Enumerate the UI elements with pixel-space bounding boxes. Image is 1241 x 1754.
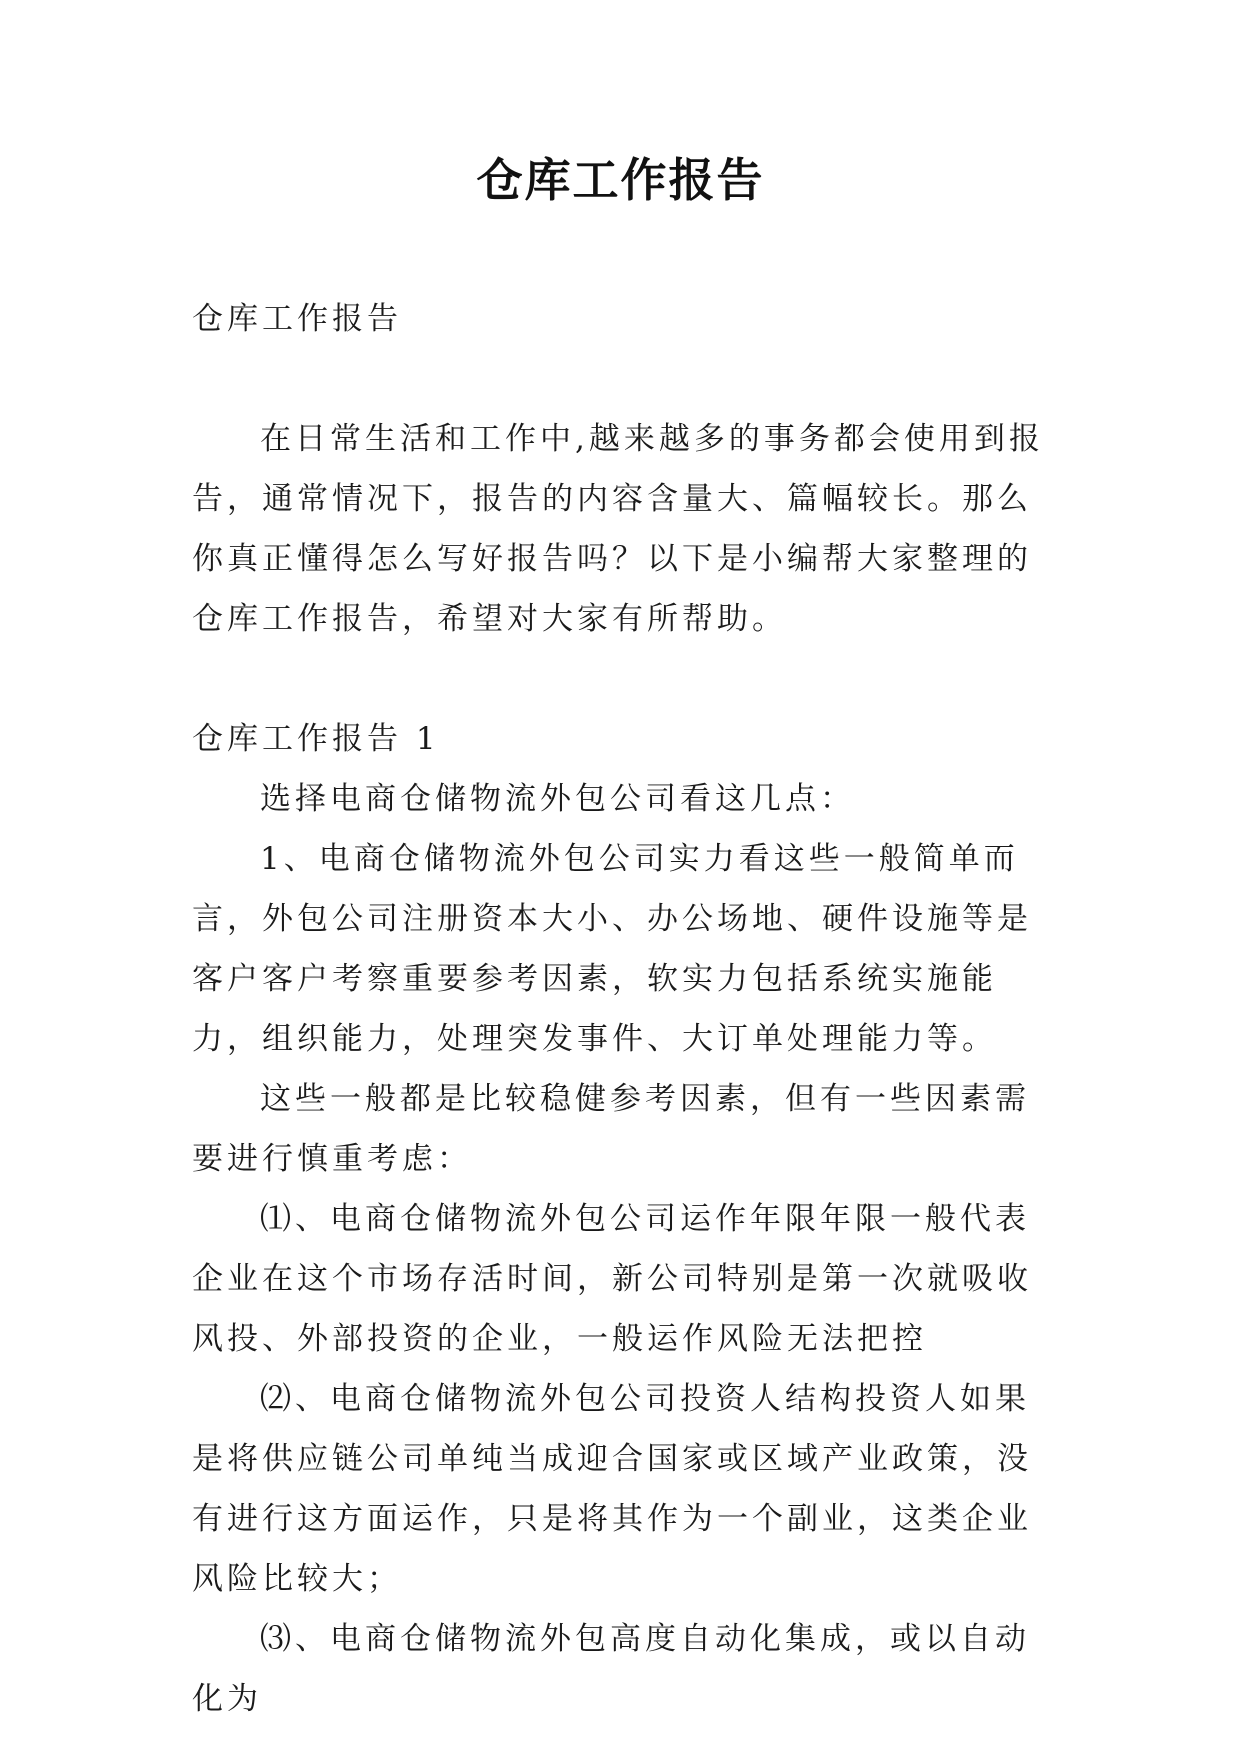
paragraph: ⑵、电商仓储物流外包公司投资人结构投资人如果是将供应链公司单纯当成迎合国家或区域产业政策，没有进行这方面运作，只是将其作为一个副业，这类企业风险比较大； (192, 1381, 1032, 1597)
paragraph: ⑴、电商仓储物流外包公司运作年限年限一般代表企业在这个市场存活时间，新公司特别是第一次就吸收风投、外部投资的企业，一般运作风险无法把控 (192, 1201, 1032, 1357)
paragraph: 1、电商仓储物流外包公司实力看这些一般简单而言，外包公司注册资本大小、办公场地、硬件设施等是客户客户考察重要参考因素，软实力包括系统实施能力，组织能力，处理突发事件、大订单处理能力等。 (192, 841, 1032, 1057)
intro-paragraph: 在日常生活和工作中,越来越多的事务都会使用到报告，通常情况下，报告的内容含量大、篇幅较长。那么你真正懂得怎么写好报告吗？以下是小编帮大家整理的仓库工作报告，希望对大家有所帮助。 (192, 421, 1044, 637)
paragraph: 选择电商仓储物流外包公司看这几点： (260, 781, 855, 817)
subtitle: 仓库工作报告 (192, 301, 402, 337)
spacer (192, 649, 1058, 709)
paragraph: 这些一般都是比较稳健参考因素，但有一些因素需要进行慎重考虑： (192, 1081, 1030, 1177)
paragraph: ⑶、电商仓储物流外包高度自动化集成，或以自动化为 (192, 1621, 1030, 1717)
section-heading: 仓库工作报告 1 (192, 721, 440, 757)
spacer (192, 349, 1058, 409)
document-title: 仓库工作报告 (476, 153, 765, 207)
document-body (192, 289, 1058, 1729)
